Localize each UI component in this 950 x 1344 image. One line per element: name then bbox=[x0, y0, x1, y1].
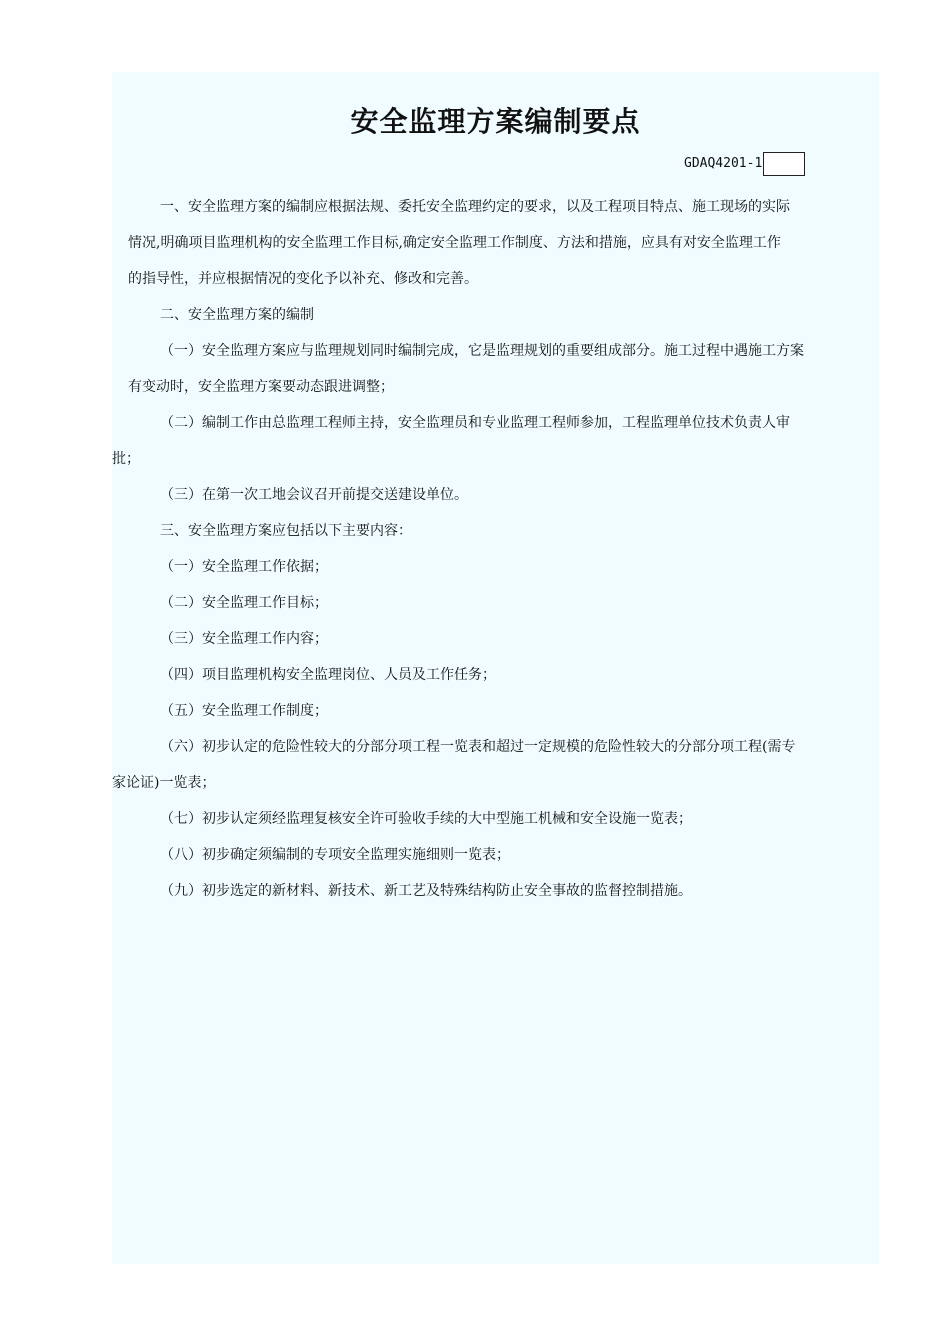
section-3-item-4: （四）项目监理机构安全监理岗位、人员及工作任务； bbox=[160, 667, 496, 683]
section-2-item-1-line-1: （一）安全监理方案应与监理规划同时编制完成，它是监理规划的重要组成部分。施工过程中遇施工方案 bbox=[160, 343, 804, 359]
paragraph-1-line-2: 情况,明确项目监理机构的安全监理工作目标,确定安全监理工作制度、方法和措施，应具有对安全监理工作 bbox=[128, 235, 781, 251]
section-3-item-6-line-2: 家论证)一览表； bbox=[112, 775, 216, 791]
section-3-item-9: （九）初步选定的新材料、新技术、新工艺及特殊结构防止安全事故的监督控制措施。 bbox=[160, 883, 692, 899]
section-3-item-7: （七）初步认定须经监理复核安全许可验收手续的大中型施工机械和安全设施一览表； bbox=[160, 811, 692, 827]
section-2-heading: 二、安全监理方案的编制 bbox=[160, 307, 314, 323]
document-page bbox=[112, 72, 879, 1264]
section-3-heading: 三、安全监理方案应包括以下主要内容： bbox=[160, 523, 412, 539]
paragraph-1-line-3: 的指导性，并应根据情况的变化予以补充、修改和完善。 bbox=[128, 271, 478, 287]
section-3-item-2: （二）安全监理工作目标； bbox=[160, 595, 328, 611]
page-title: 安全监理方案编制要点 bbox=[350, 105, 641, 138]
form-code bbox=[684, 152, 805, 176]
section-2-item-3: （三）在第一次工地会议召开前提交送建设单位。 bbox=[160, 487, 468, 503]
section-3-item-1: （一）安全监理工作依据； bbox=[160, 559, 328, 575]
section-3-item-5: （五）安全监理工作制度； bbox=[160, 703, 328, 719]
document-body bbox=[112, 189, 876, 909]
paragraph-1-line-1: 一、安全监理方案的编制应根据法规、委托安全监理约定的要求，以及工程项目特点、施工现场的实际 bbox=[160, 199, 790, 215]
section-2-item-2-line-2: 批； bbox=[112, 451, 140, 467]
section-2-item-2-line-1: （二）编制工作由总监理工程师主持，安全监理员和专业监理工程师参加，工程监理单位技术负责人审 bbox=[160, 415, 790, 431]
section-3-item-8: （八）初步确定须编制的专项安全监理实施细则一览表； bbox=[160, 847, 510, 863]
section-3-item-6-line-1: （六）初步认定的危险性较大的分部分项工程一览表和超过一定规模的危险性较大的分部分项工程(需专 bbox=[160, 739, 796, 755]
section-3-item-3: （三）安全监理工作内容； bbox=[160, 631, 328, 647]
form-code-box[interactable] bbox=[763, 152, 805, 176]
form-code-label: GDAQ4201-1 bbox=[684, 156, 763, 171]
section-2-item-1-line-2: 有变动时，安全监理方案要动态跟进调整； bbox=[128, 379, 394, 395]
